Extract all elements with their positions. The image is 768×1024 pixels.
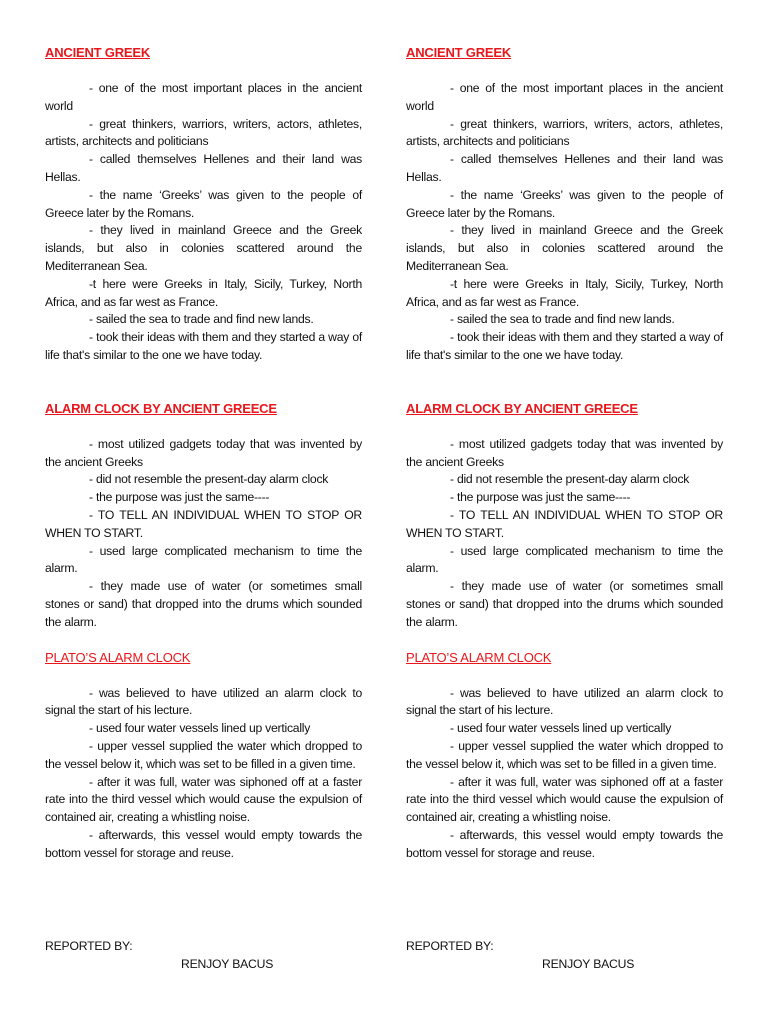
list-item: - one of the most important places in the ancient world xyxy=(45,81,362,113)
list-item: - afterwards, this vessel would empty towards the bottom vessel for storage and reuse. xyxy=(406,827,723,860)
list-item: - TO TELL AN INDIVIDUAL WHEN TO STOP OR WHEN TO START. xyxy=(406,507,723,540)
section-title-platos-alarm-clock: PLATO’S ALARM CLOCK xyxy=(45,649,191,665)
section-body-alarm-clock xyxy=(45,436,362,632)
reported-by-label: REPORTED BY: xyxy=(406,939,494,953)
list-item: - the name ‘Greeks’ was given to the people of Greece later by the Romans. xyxy=(45,187,362,220)
list-item: -t here were Greeks in Italy, Sicily, Turkey, North Africa, and as far west as France. xyxy=(45,276,362,309)
section-body-platos-alarm-clock xyxy=(406,685,723,863)
section-body-platos-alarm-clock xyxy=(45,685,362,863)
list-item: - most utilized gadgets today that was invented by the ancient Greeks xyxy=(406,436,723,469)
list-item: - took their ideas with them and they started a way of life that's similar to the one we have today. xyxy=(45,330,362,362)
list-item: - used large complicated mechanism to time the alarm. xyxy=(406,543,723,576)
section-title-alarm-clock: ALARM CLOCK BY ANCIENT GREECE xyxy=(406,400,638,416)
list-item: - sailed the sea to trade and find new lands. xyxy=(89,312,314,327)
list-item: - the purpose was just the same---- xyxy=(450,490,631,505)
list-item: -t here were Greeks in Italy, Sicily, Turkey, North Africa, and as far west as France. xyxy=(406,276,723,309)
list-item: - great thinkers, warriors, writers, actors, athletes, artists, architects and politicians xyxy=(45,116,362,149)
reported-by-label: REPORTED BY: xyxy=(45,939,133,953)
section-body-ancient-greek xyxy=(406,80,723,365)
list-item: - after it was full, water was siphoned off at a faster rate into the third vessel which would cause the expulsion of contained air, creating a whistling noise. xyxy=(406,774,723,825)
section-title-platos-alarm-clock: PLATO’S ALARM CLOCK xyxy=(406,649,552,665)
list-item: - did not resemble the present-day alarm clock xyxy=(450,472,690,487)
list-item: - used four water vessels lined up vertically xyxy=(450,721,672,736)
reporter-name: RENJOY BACUS xyxy=(181,957,274,971)
section-body-ancient-greek xyxy=(45,80,362,365)
list-item: - used large complicated mechanism to time the alarm. xyxy=(45,543,362,576)
list-item: - called themselves Hellenes and their land was Hellas. xyxy=(45,152,362,184)
list-item: - upper vessel supplied the water which dropped to the vessel below it, which was set to be filled in a given time. xyxy=(45,738,362,771)
list-item: - the name ‘Greeks’ was given to the people of Greece later by the Romans. xyxy=(406,187,723,220)
list-item: - after it was full, water was siphoned off at a faster rate into the third vessel which would cause the expulsion of contained air, creating a whistling noise. xyxy=(45,774,362,825)
list-item: - they made use of water (or sometimes small stones or sand) that dropped into the drums which sounded the alarm. xyxy=(45,579,362,629)
section-title-alarm-clock: ALARM CLOCK BY ANCIENT GREECE xyxy=(45,400,277,416)
list-item: - used four water vessels lined up vertically xyxy=(89,721,311,736)
right-column xyxy=(406,44,723,862)
list-item: - they lived in mainland Greece and the Greek islands, but also in colonies scattered around the Mediterranean Sea. xyxy=(45,223,362,273)
list-item: - one of the most important places in the ancient world xyxy=(406,81,723,113)
list-item: - was believed to have utilized an alarm clock to signal the start of his lecture. xyxy=(406,685,723,718)
list-item: - sailed the sea to trade and find new lands. xyxy=(450,312,675,327)
list-item: - the purpose was just the same---- xyxy=(89,490,270,505)
list-item: - took their ideas with them and they started a way of life that's similar to the one we have today. xyxy=(406,330,723,362)
list-item: - they made use of water (or sometimes small stones or sand) that dropped into the drums which sounded the alarm. xyxy=(406,579,723,629)
reporter-name: RENJOY BACUS xyxy=(542,957,635,971)
list-item: - afterwards, this vessel would empty towards the bottom vessel for storage and reuse. xyxy=(45,827,362,860)
list-item: - most utilized gadgets today that was invented by the ancient Greeks xyxy=(45,436,362,469)
list-item: - upper vessel supplied the water which dropped to the vessel below it, which was set to be filled in a given time. xyxy=(406,738,723,771)
section-title-ancient-greek: ANCIENT GREEK xyxy=(45,45,151,60)
section-body-alarm-clock xyxy=(406,436,723,632)
list-item: - did not resemble the present-day alarm clock xyxy=(89,472,329,487)
list-item: - was believed to have utilized an alarm clock to signal the start of his lecture. xyxy=(45,685,362,718)
list-item: - TO TELL AN INDIVIDUAL WHEN TO STOP OR WHEN TO START. xyxy=(45,507,362,540)
left-column xyxy=(45,44,362,862)
section-title-ancient-greek: ANCIENT GREEK xyxy=(406,45,512,60)
list-item: - called themselves Hellenes and their land was Hellas. xyxy=(406,152,723,184)
list-item: - they lived in mainland Greece and the Greek islands, but also in colonies scattered around the Mediterranean Sea. xyxy=(406,223,723,273)
list-item: - great thinkers, warriors, writers, actors, athletes, artists, architects and politicians xyxy=(406,116,723,149)
